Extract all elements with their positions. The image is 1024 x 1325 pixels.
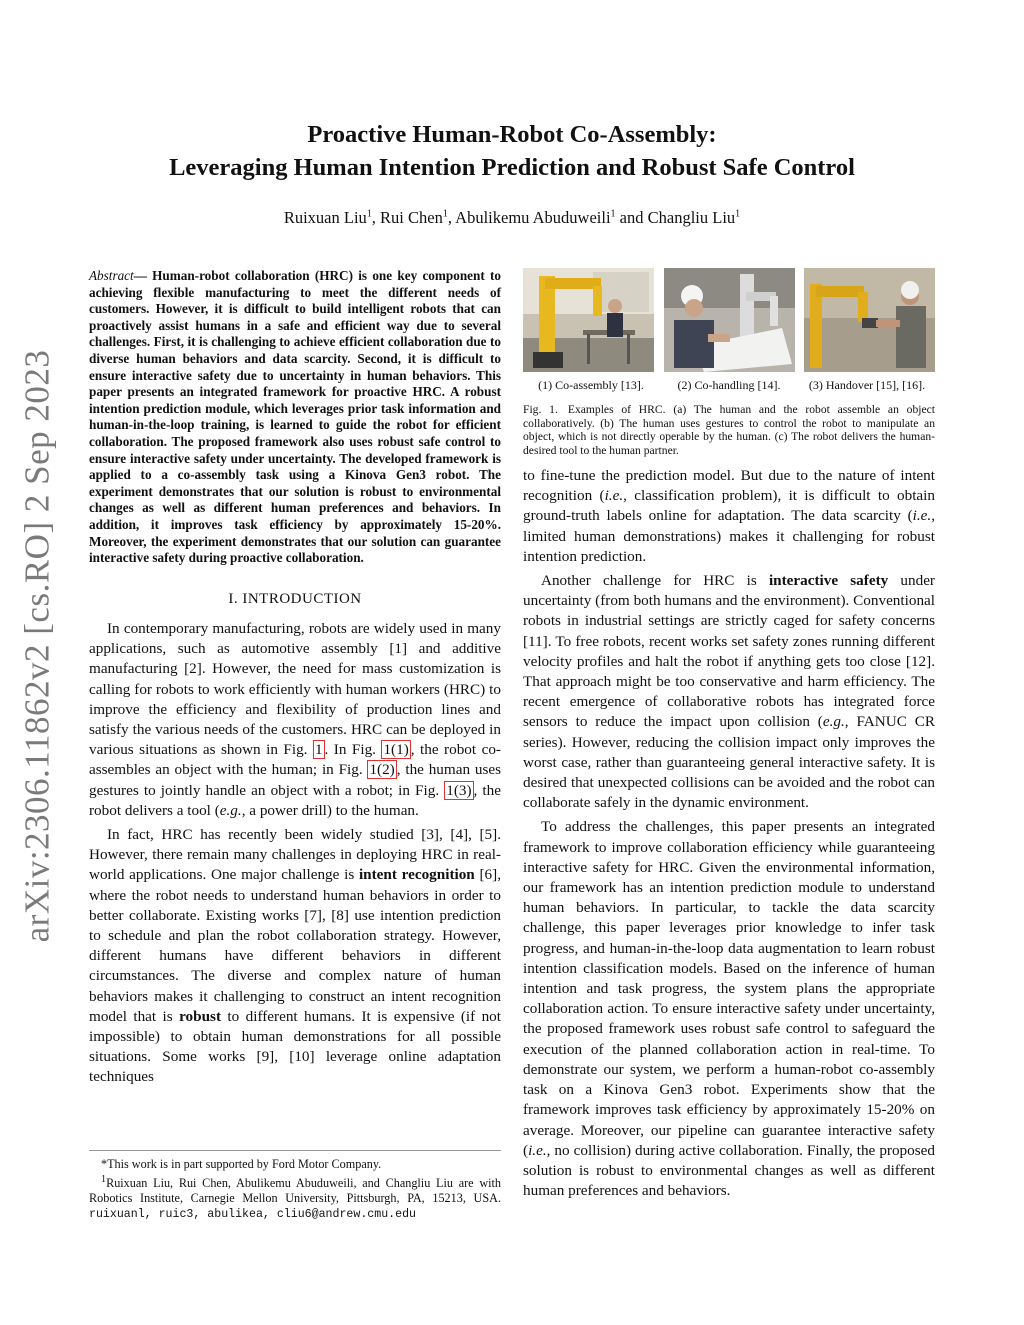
author-name: Changliu Liu [647, 208, 736, 227]
text-run: to fine-tune the prediction model. But due to the nature of intent recognition ( [523, 467, 935, 505]
intro-paragraph-1 [89, 619, 501, 821]
figure-ref-link[interactable]: 1 [314, 741, 323, 759]
italic-abbrev: i.e. [604, 487, 624, 505]
bold-term: robust [179, 1007, 222, 1025]
text-run: to different humans. It is expensive (if not impossible) to obtain human demonstrations for all possible situations. Some works [9], [10] leverage online adaptation techniques [89, 1007, 501, 1086]
figure-photo-row [523, 268, 935, 372]
italic-abbrev: e.g. [822, 713, 845, 731]
footnote-marker: 1 [101, 1174, 107, 1185]
author-list [80, 208, 944, 228]
intro-paragraph-2 [89, 825, 501, 1088]
text-run: In contemporary manufacturing, robots are widely used in many applications, such as automotive assembly [1] and additive manufacturing [2]. However, the need for mass customization is calling for robots to work efficiently with human workers (HRC) to improve the efficiency and flexibility of production lines and satisfy the various needs of the customers. HRC can be deployed in various situations as shown in Fig. [89, 619, 501, 759]
abstract [89, 268, 501, 567]
paper-title [80, 118, 944, 184]
text-run: [6], where the robot needs to understand human behaviors in order to better collaborate. Existing works [7], [8] use intention prediction to schedule and plan the robot collaboration strategy. However, different humans have different behaviors in different circumstances. The diverse and complex nature of human behaviors makes it challenging to construct an intent recognition model that is [89, 866, 501, 1025]
author-emails: ruixuanl, ruic3, abulikea, cliu6@andrew.cmu.edu [89, 1208, 416, 1222]
abstract-text: Human-robot collaboration (HRC) is one key component to achieving flexible manufacturing to meet the different needs of customers. However, it is difficult to build intelligent robots that can proactively assist humans in a safe and efficient way due to several challenges. First, it is challenging to achieve efficient collaboration due to diverse human behaviors and data scarcity. Second, it is difficult to ensure interactive safety due to uncertainty in human behaviors. This paper presents an integrated framework for proactive HRC. A robust intention prediction module, which leverages prior task information and human-in-the-loop training, is learned to guide the robot for efficient collaboration. The proposed framework also uses robust safe control to ensure interactive safety under uncertainty. The developed framework is applied to a co-assembly task using a Kinova Gen3 robot. The experiment demonstrates that our solution is robust to environmental changes as well as different human preferences and behaviors. In addition, it improves task efficiency by approximately 15-20%. Moreover, the experiment demonstrates that our solution can guarantee interactive safety during proactive collaboration. [89, 268, 501, 566]
right-paragraph-2 [523, 571, 935, 813]
bold-term: interactive safety [768, 572, 889, 590]
figure-ref-link[interactable]: 1(2) [369, 761, 395, 779]
text-run: , a power drill) to the human. [241, 801, 419, 819]
italic-abbrev: i.e. [912, 507, 932, 525]
arxiv-stamp [8, 349, 66, 943]
author-separator: , [447, 208, 456, 227]
text-run: , limited human demonstrations) makes it challenging for robust intention prediction. [523, 507, 935, 565]
text-run: Ruixuan Liu, Rui Chen, Abulikemu Abuduweili, and Changliu Liu are with Robotics Institute, Carnegie Mellon University, Pittsburgh, PA, 15213, USA. [89, 1176, 501, 1206]
author-separator: and [615, 208, 648, 227]
text-run: , no collision) during active collaboration. Finally, the proposed solution is robust to environmental changes as well as different human preferences and behaviors. [523, 1141, 935, 1200]
left-column [89, 268, 501, 1092]
text-run: , the robot co-assembles an object with the human; in Fig. [89, 741, 501, 779]
text-run: In fact, HRC has recently been widely studied [3], [4], [5]. However, there remain many challenges in deploying HRC in real-world applications. One major challenge is [89, 825, 501, 884]
right-paragraph-1 [523, 466, 935, 567]
right-paragraph-3 [523, 817, 935, 1201]
photo-handover [804, 268, 935, 372]
section-heading-introduction: I. INTRODUCTION [228, 590, 362, 607]
footnote-affiliation [89, 1172, 501, 1222]
footnote-funding: *This work is in part supported by Ford Motor Company. [101, 1157, 382, 1171]
photo-co-assembly [523, 268, 654, 372]
text-run: To address the challenges, this paper presents an integrated framework to improve collaboration efficiency while guaranteeing interactive safety for HRC. Given the environmental information, our framework has an intention prediction module to understand human behaviors. In particular, to tackle the data scarcity challenge, this paper leverages prior knowledge to infer task progress, and human-in-the-loop data augmentation to learn robust intention classification models. Based on the inference of human intention and task progress, the system plans the appropriate collaboration action. To ensure interactive safety under uncertainty, the proposed framework uses robust safe control to safeguard the execution of the planned collaboration action in real-time. To demonstrate our system, we perform a human-robot co-assembly task on a Kinova Gen3 robot. Experiments show that the framework improves task efficiency by approximately 15-20% on average. Moreover, our pipeline can guarantee interactive safety ( [523, 818, 935, 1159]
italic-abbrev: i.e. [528, 1141, 547, 1159]
handover-image [804, 268, 935, 372]
abstract-dash: — [133, 268, 147, 283]
photo-co-handling [664, 268, 795, 372]
subcaption-co-assembly: (1) Co-assembly [13]. [538, 378, 644, 392]
text-run: , FANUC CR series). However, reducing the collision impact only improves the worst case, rather than guaranteeing general interactive safety. It is desired that unexpected collisions can be avoided and the robot can collaborate safely in the dynamic environment. [523, 713, 935, 812]
author-affil: 1 [366, 208, 372, 220]
figure-caption-text: Examples of HRC. (a) The human and the robot assemble an object collaboratively. (b) The human uses gestures to control the robot to manipulate an object, which is not directly operable by the human. (c) The robot delivers the human-desired tool to the human partner. [523, 403, 935, 457]
text-run: , the human uses gestures to jointly handle an object with a robot; in Fig. [89, 761, 501, 799]
figure-label: Fig. 1. [523, 403, 558, 416]
footnotes [89, 1150, 501, 1222]
author-name: Abulikemu Abuduweili [455, 208, 611, 227]
author-affil: 1 [442, 208, 448, 220]
text-run: . In Fig. [324, 741, 382, 759]
subcaption-handover: (3) Handover [15], [16]. [808, 378, 926, 392]
subcaption-co-handling: (2) Co-handling [14]. [677, 378, 781, 392]
figure-1 [523, 268, 935, 457]
bold-term: intent recognition [358, 866, 475, 884]
abstract-label: Abstract [89, 268, 134, 283]
title-line-2: Leveraging Human Intention Prediction and Robust Safe Control [169, 154, 855, 181]
text-run: Another challenge for HRC is [541, 572, 769, 590]
title-line-1: Proactive Human-Robot Co-Assembly: [307, 121, 717, 148]
figure-subcaptions [523, 378, 935, 393]
author-name: Ruixuan Liu [283, 208, 367, 227]
figure-ref-link[interactable]: 1(3) [446, 781, 472, 799]
text-run: , the robot delivers a tool ( [89, 781, 501, 819]
text-run: under uncertainty (from both humans and the environment). Conventional robots in industrial settings are strictly caged for safety concerns [11]. To free robots, recent works set safety zones running different velocity profiles and halt the robot if anything gets too close [12]. That approach might be too conservative and harm efficiency. The recent emergence of collaborative robots has integrated force sensors to reduce the impact upon collision ( [523, 572, 935, 731]
arxiv-stamp-text: arXiv:2306.11862v2 [cs.RO] 2 Sep 2023 [17, 349, 57, 943]
co-handling-image [664, 268, 795, 372]
author-separator: , [371, 208, 381, 227]
right-column [523, 466, 935, 1205]
co-assembly-image [523, 268, 654, 372]
author-affil: 1 [735, 208, 741, 220]
author-name: Rui Chen [380, 208, 443, 227]
figure-ref-link[interactable]: 1(1) [383, 741, 409, 759]
figure-caption [523, 403, 935, 457]
author-affil: 1 [610, 208, 616, 220]
italic-abbrev: e.g. [219, 801, 242, 819]
text-run: , classification problem), it is difficult to obtain ground-truth labels online for adaptation. The data scarcity ( [523, 487, 935, 525]
